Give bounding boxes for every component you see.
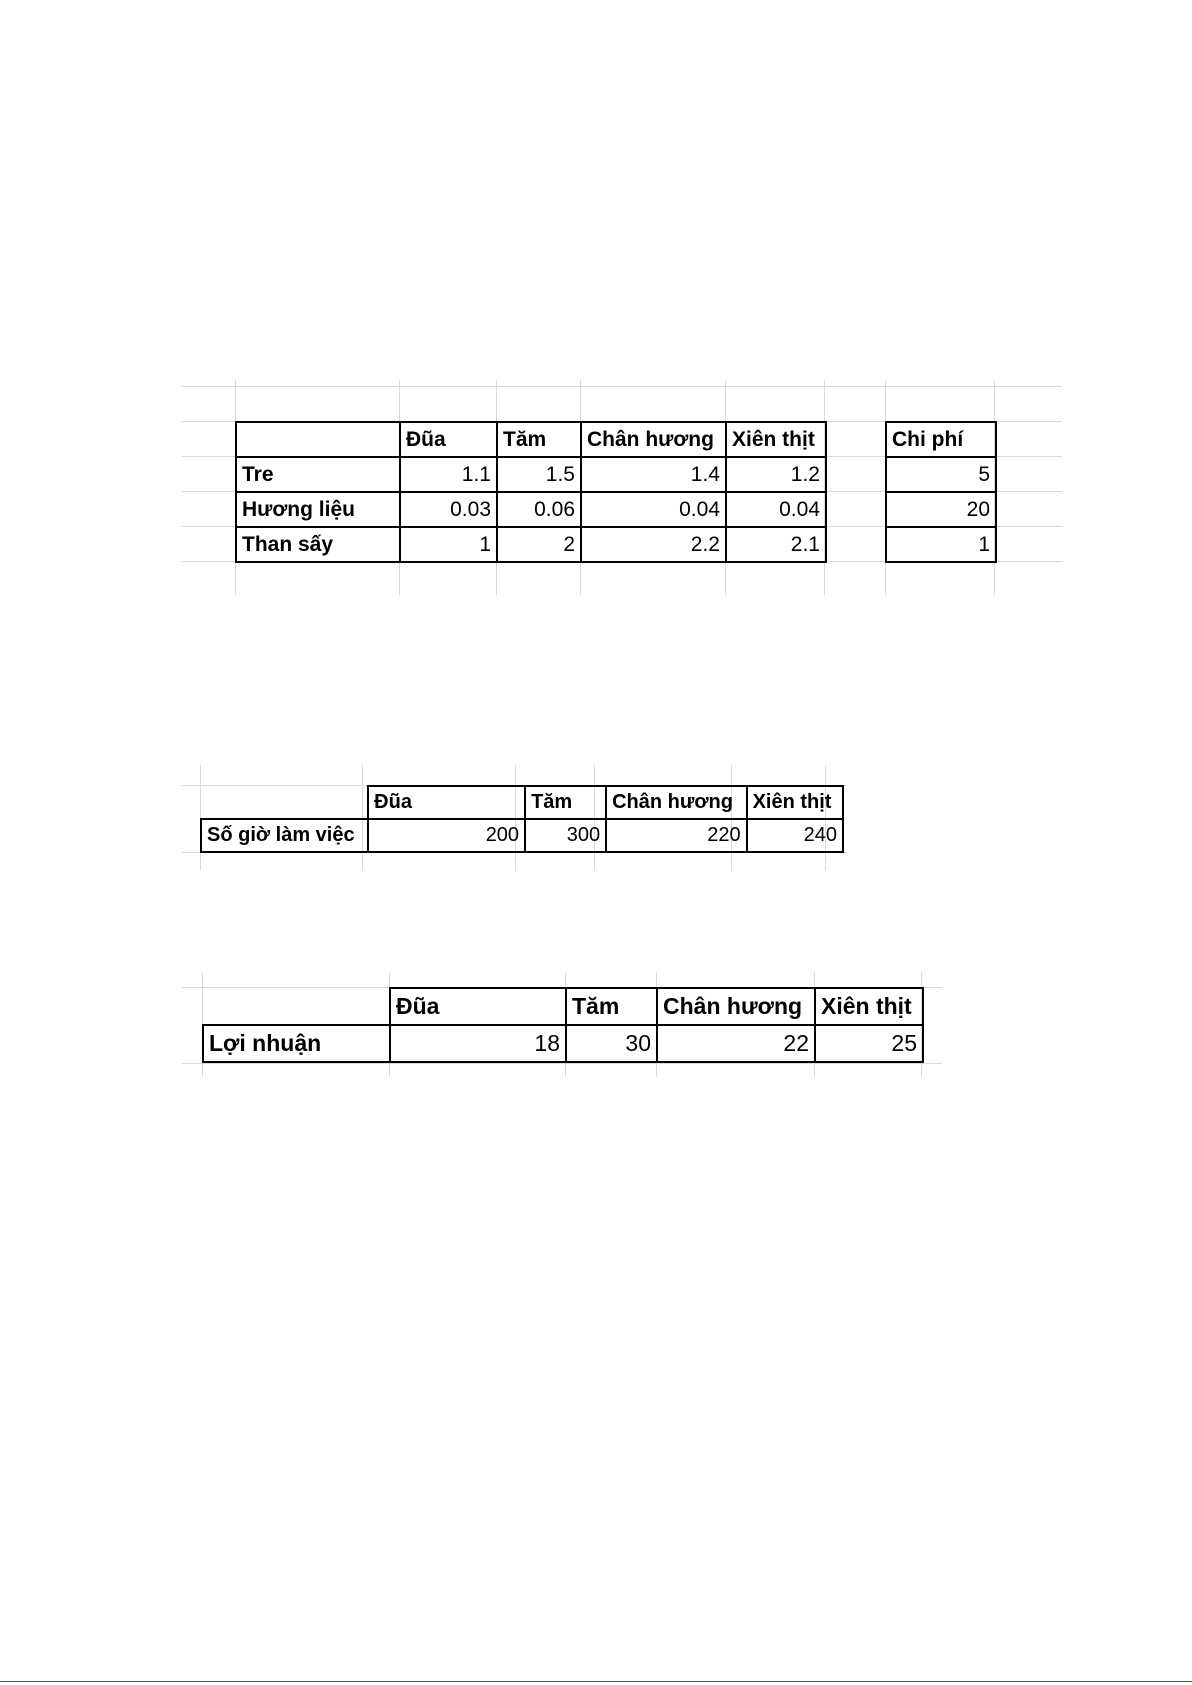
data-cell[interactable]: 22 [657, 1025, 815, 1062]
data-cell[interactable]: 0.03 [400, 492, 497, 527]
column-header[interactable]: Xiên thịt [747, 786, 843, 819]
materials-table [235, 421, 827, 563]
corner-cell[interactable] [203, 988, 390, 1025]
row-label[interactable]: Tre [236, 457, 400, 492]
sheet-block-profit [182, 972, 942, 1077]
data-cell[interactable]: 20 [886, 492, 996, 527]
data-cell[interactable]: 18 [390, 1025, 566, 1062]
data-cell[interactable]: 220 [606, 819, 747, 852]
work-hours-table [200, 785, 844, 853]
data-cell[interactable]: 1.5 [497, 457, 581, 492]
data-cell[interactable]: 0.04 [581, 492, 726, 527]
column-header[interactable]: Chân hương [581, 422, 726, 457]
row-label[interactable]: Than sấy [236, 527, 400, 562]
data-cell[interactable]: 240 [747, 819, 843, 852]
column-header[interactable]: Xiên thịt [815, 988, 923, 1025]
data-cell[interactable]: 2.2 [581, 527, 726, 562]
column-header[interactable]: Chi phí [886, 422, 996, 457]
column-header[interactable]: Chân hương [606, 786, 747, 819]
data-cell[interactable]: 1.2 [726, 457, 826, 492]
column-header[interactable]: Tăm [566, 988, 657, 1025]
column-header[interactable]: Đũa [390, 988, 566, 1025]
data-cell[interactable]: 1.4 [581, 457, 726, 492]
column-header[interactable]: Đũa [400, 422, 497, 457]
corner-cell[interactable] [236, 422, 400, 457]
profit-table [202, 987, 924, 1063]
data-cell[interactable]: 200 [368, 819, 525, 852]
data-cell[interactable]: 0.06 [497, 492, 581, 527]
column-header[interactable]: Tăm [525, 786, 606, 819]
column-header[interactable]: Đũa [368, 786, 525, 819]
data-cell[interactable]: 2 [497, 527, 581, 562]
row-label[interactable]: Lợi nhuận [203, 1025, 390, 1062]
cost-table [885, 421, 997, 563]
column-header[interactable]: Xiên thịt [726, 422, 826, 457]
data-cell[interactable]: 30 [566, 1025, 657, 1062]
sheet-block-work-hours [182, 765, 847, 870]
column-header[interactable]: Tăm [497, 422, 581, 457]
data-cell[interactable]: 300 [525, 819, 606, 852]
column-header[interactable]: Chân hương [657, 988, 815, 1025]
row-label[interactable]: Hương liệu [236, 492, 400, 527]
page-bottom-rule [0, 1681, 1192, 1682]
row-label[interactable]: Số giờ làm việc [201, 819, 368, 852]
data-cell[interactable]: 0.04 [726, 492, 826, 527]
data-cell[interactable]: 1 [886, 527, 996, 562]
data-cell[interactable]: 5 [886, 457, 996, 492]
corner-cell[interactable] [201, 786, 368, 819]
sheet-block-materials [182, 380, 1062, 595]
data-cell[interactable]: 2.1 [726, 527, 826, 562]
data-cell[interactable]: 1.1 [400, 457, 497, 492]
data-cell[interactable]: 25 [815, 1025, 923, 1062]
data-cell[interactable]: 1 [400, 527, 497, 562]
